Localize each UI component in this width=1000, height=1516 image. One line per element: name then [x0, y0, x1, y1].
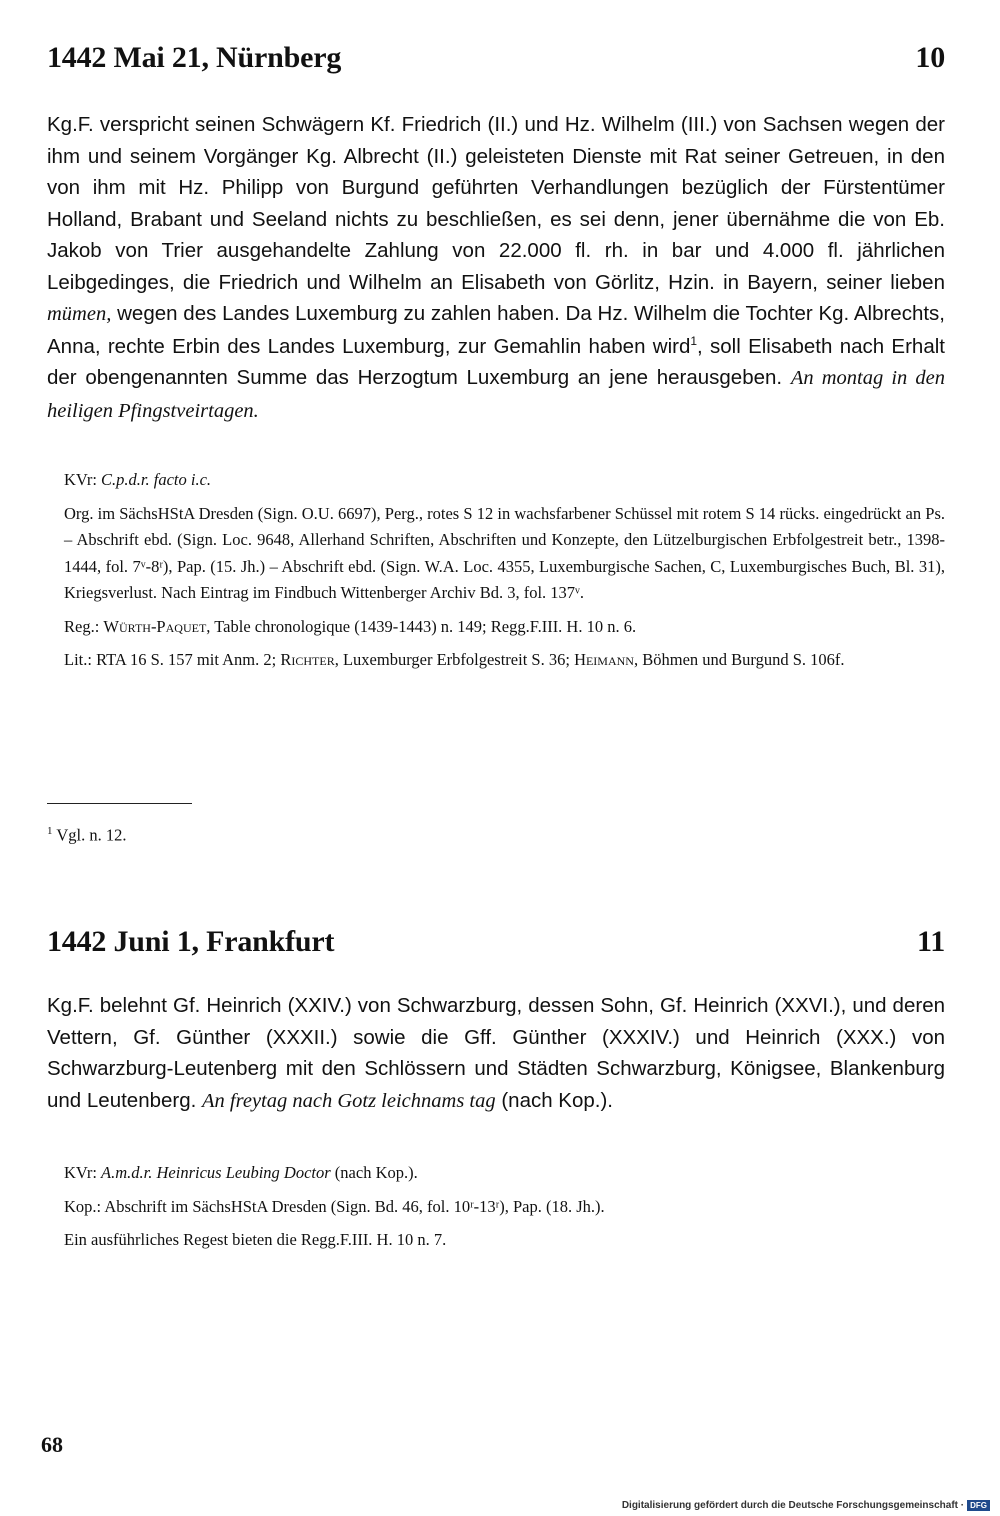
copy-record: Kop.: Abschrift im SächsHStA Dresden (Sign. Bd. 46, fol. 10ʳ-13ʳ), Pap. (18. Jh.).: [64, 1196, 605, 1216]
entry-number: 10: [915, 41, 945, 74]
page-number: 68: [41, 1432, 63, 1457]
entry-date-place: 1442 Mai 21, Nürnberg: [47, 41, 342, 74]
dating-clause: An freytag nach Gotz leichnams tag: [202, 1089, 496, 1112]
entry-summary: Kg.F. verspricht seinen Schwägern Kf. Friedrich (II.) und Hz. Wilhelm (III.) von Sachsen wegen der ihm und seinem Vorgänger Kg. Albrecht (II.) geleisteten Dienste mit Rat seiner Getreuen, in den von ihm mit Hz. Philipp von Burgund geführten Verhandlungen bezüglich der Fürstentümer Holland, Brabant und Seeland nichts zu beschließen, es sei denn, jener übernähme die von Eb. Jakob von Trier ausgehandelte Zahlung von 22.000 fl. rh. in bar und 4.000 fl. jährlichen Leibgedinges, die Friedrich und Wilhelm an Elisabeth von Görlitz, Hzin. in Bayern, seiner lieben mümen, wegen des Landes Luxemburg zu zahlen haben. Da Hz. Wilhelm die Tochter Kg. Albrechts, Anna, rechte Erbin des Landes Luxemburg, zur Gemahlin haben wird$^1$, soll Elisabeth nach Erhalt der obengenannten Summe das Herzogtum Luxemburg an jene herausgeben. An montag in den heiligen Pfingstveirtagen.: [47, 113, 945, 422]
regest-note: Ein ausführliches Regest bieten die Regg.F.III. H. 10 n. 7.: [64, 1230, 447, 1249]
footnote-reference[interactable]: 1: [690, 333, 698, 348]
italic-term: mümen,: [47, 303, 112, 325]
funding-credit: Digitalisierung gefördert durch die Deutsche Forschungsgemeinschaft · DFG: [622, 1500, 990, 1511]
dfg-logo: DFG: [967, 1500, 990, 1511]
literature-reference: Lit.: RTA 16 S. 157 mit Anm. 2; Richter, Luxemburger Erbfolgestreit S. 36; Heimann, Böhmen und Burgund S. 106f.: [64, 650, 845, 669]
dating-clause: An montag in den heiligen Pfingstveirtagen.: [47, 367, 945, 422]
entry-summary: Kg.F. belehnt Gf. Heinrich (XXIV.) von Schwarzburg, dessen Sohn, Gf. Heinrich (XXVI.), und deren Vettern, Gf. Günther (XXXII.) sowie die Gff. Günther (XXXIV.) und Heinrich (XXX.) von Schwarzburg-Leutenberg mit den Schlössern und Städten Schwarzburg, Königsee, Blankenburg und Leutenberg. An freytag nach Gotz leichnams tag (nach Kop.).: [47, 994, 945, 1112]
footnote: $^1$ Vgl. n. 12.: [47, 825, 127, 845]
entry-heading: [47, 924, 945, 960]
kvr-line: KVr: A.m.d.r. Heinricus Leubing Doctor (nach Kop.).: [64, 1163, 418, 1182]
footnote-divider: [47, 803, 192, 804]
kvr-line: KVr: C.p.d.r. facto i.c.: [64, 470, 212, 489]
regest-reference: Reg.: Würth-Paquet, Table chronologique (1439-1443) n. 149; Regg.F.III. H. 10 n. 6.: [64, 616, 637, 636]
entry-number: 11: [917, 925, 945, 958]
original-record: Org. im SächsHStA Dresden (Sign. O.U. 6697), Perg., rotes S 12 in wachsfarbener Schüssel mit rotem S 14 rücks. eingedrückt an Ps. – Abschrift ebd. (Sign. Loc. 9648, Allerhand Schriften, Abschriften und Konzepte, den Lützelburgischen Erbfolgestreit betr., 1398-1444, fol. 7ᵛ-8ʳ), Pap. (15. Jh.) – Abschrift ebd. (Sign. W.A. Loc. 4355, Luxemburgische Sachen, C, Luxemburgisches Buch, Bl. 31), Kriegsverlust. Nach Eintrag im Findbuch Wittenberger Archiv Bd. 3, fol. 137ᵛ.: [64, 503, 945, 602]
entry-heading: [47, 40, 945, 76]
regest-entry-10: [47, 40, 945, 669]
entry-date-place: 1442 Juni 1, Frankfurt: [47, 925, 335, 958]
regest-entry-11: [47, 924, 945, 1249]
